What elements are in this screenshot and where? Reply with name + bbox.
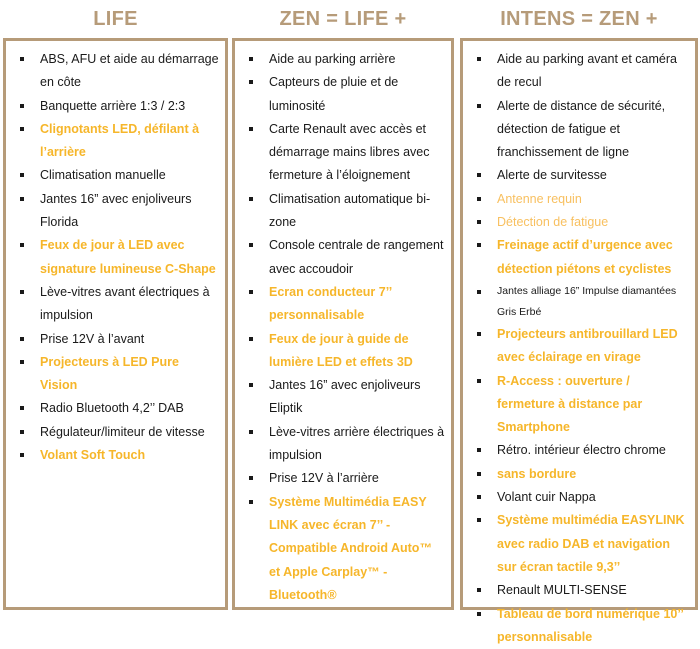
feature-item: R-Access : ouverture / fermeture à distance par Smartphone — [463, 370, 695, 440]
feature-item: Capteurs de pluie et de luminosité — [235, 71, 451, 118]
feature-item: Banquette arrière 1:3 / 2:3 — [6, 95, 225, 118]
feature-item: Système Multimédia EASY LINK avec écran 7’’ - Compatible Android Auto™ et Apple Carplay™ - Bluetooth® — [235, 491, 451, 607]
feature-item: Clignotants LED, défilant à l’arrière — [6, 118, 225, 165]
feature-item: Aide au parking avant et caméra de recul — [463, 48, 695, 95]
feature-item: Système multimédia EASYLINK avec radio DAB et navigation sur écran tactile 9,3’’ — [463, 509, 695, 579]
column-zen — [232, 0, 454, 612]
feature-item: Volant Soft Touch — [6, 444, 225, 467]
feature-item: Antenne requin — [463, 188, 695, 211]
feature-list — [235, 48, 451, 607]
column-intens — [460, 0, 698, 644]
column-title: INTENS = ZEN + — [500, 8, 658, 30]
feature-item: Alerte de survitesse — [463, 164, 695, 187]
feature-item: Radio Bluetooth 4,2’’ DAB — [6, 397, 225, 420]
feature-item: Feux de jour à LED avec signature lumineuse C-Shape — [6, 234, 225, 281]
feature-item: Projecteurs antibrouillard LED avec éclairage en virage — [463, 323, 695, 370]
feature-item: Jantes 16” avec enjoliveurs Eliptik — [235, 374, 451, 421]
feature-item: Volant cuir Nappa — [463, 486, 695, 509]
feature-item: Freinage actif d’urgence avec détection piétons et cyclistes — [463, 234, 695, 281]
feature-item: Jantes alliage 16” Impulse diamantées Gris Erbé — [463, 281, 695, 323]
feature-item: Prise 12V à l’avant — [6, 328, 225, 351]
feature-item: Aide au parking arrière — [235, 48, 451, 71]
feature-item: Jantes 16” avec enjoliveurs Florida — [6, 188, 225, 235]
feature-item: Ecran conducteur 7’’ personnalisable — [235, 281, 451, 328]
feature-item: ABS, AFU et aide au démarrage en côte — [6, 48, 225, 95]
feature-item: Console centrale de rangement avec accoudoir — [235, 234, 451, 281]
feature-item: sans bordure — [463, 463, 695, 486]
feature-item: Carte Renault avec accès et démarrage mains libres avec fermeture à l’éloignement — [235, 118, 451, 188]
feature-item: Climatisation manuelle — [6, 164, 225, 187]
feature-item: Alerte de distance de sécurité, détection de fatigue et franchissement de ligne — [463, 95, 695, 165]
feature-item: Détection de fatigue — [463, 211, 695, 234]
feature-item: Rétro. intérieur électro chrome — [463, 439, 695, 462]
feature-item: Lève-vitres arrière électriques à impulsion — [235, 421, 451, 468]
feature-item: Prise 12V à l’arrière — [235, 467, 451, 490]
feature-list — [463, 48, 695, 649]
feature-item: Tableau de bord numérique 10’’ personnalisable — [463, 603, 695, 649]
feature-list — [6, 48, 225, 467]
feature-item: Régulateur/limiteur de vitesse — [6, 421, 225, 444]
feature-box — [232, 38, 454, 610]
column-life — [3, 0, 228, 612]
feature-item: Renault MULTI-SENSE — [463, 579, 695, 602]
column-title: LIFE — [93, 8, 138, 30]
feature-box — [3, 38, 228, 610]
feature-item: Climatisation automatique bi-zone — [235, 188, 451, 235]
feature-item: Feux de jour à guide de lumière LED et effets 3D — [235, 328, 451, 375]
feature-box — [460, 38, 698, 644]
column-title: ZEN = LIFE + — [279, 8, 407, 30]
feature-item: Projecteurs à LED Pure Vision — [6, 351, 225, 398]
feature-item: Lève-vitres avant électriques à impulsion — [6, 281, 225, 328]
